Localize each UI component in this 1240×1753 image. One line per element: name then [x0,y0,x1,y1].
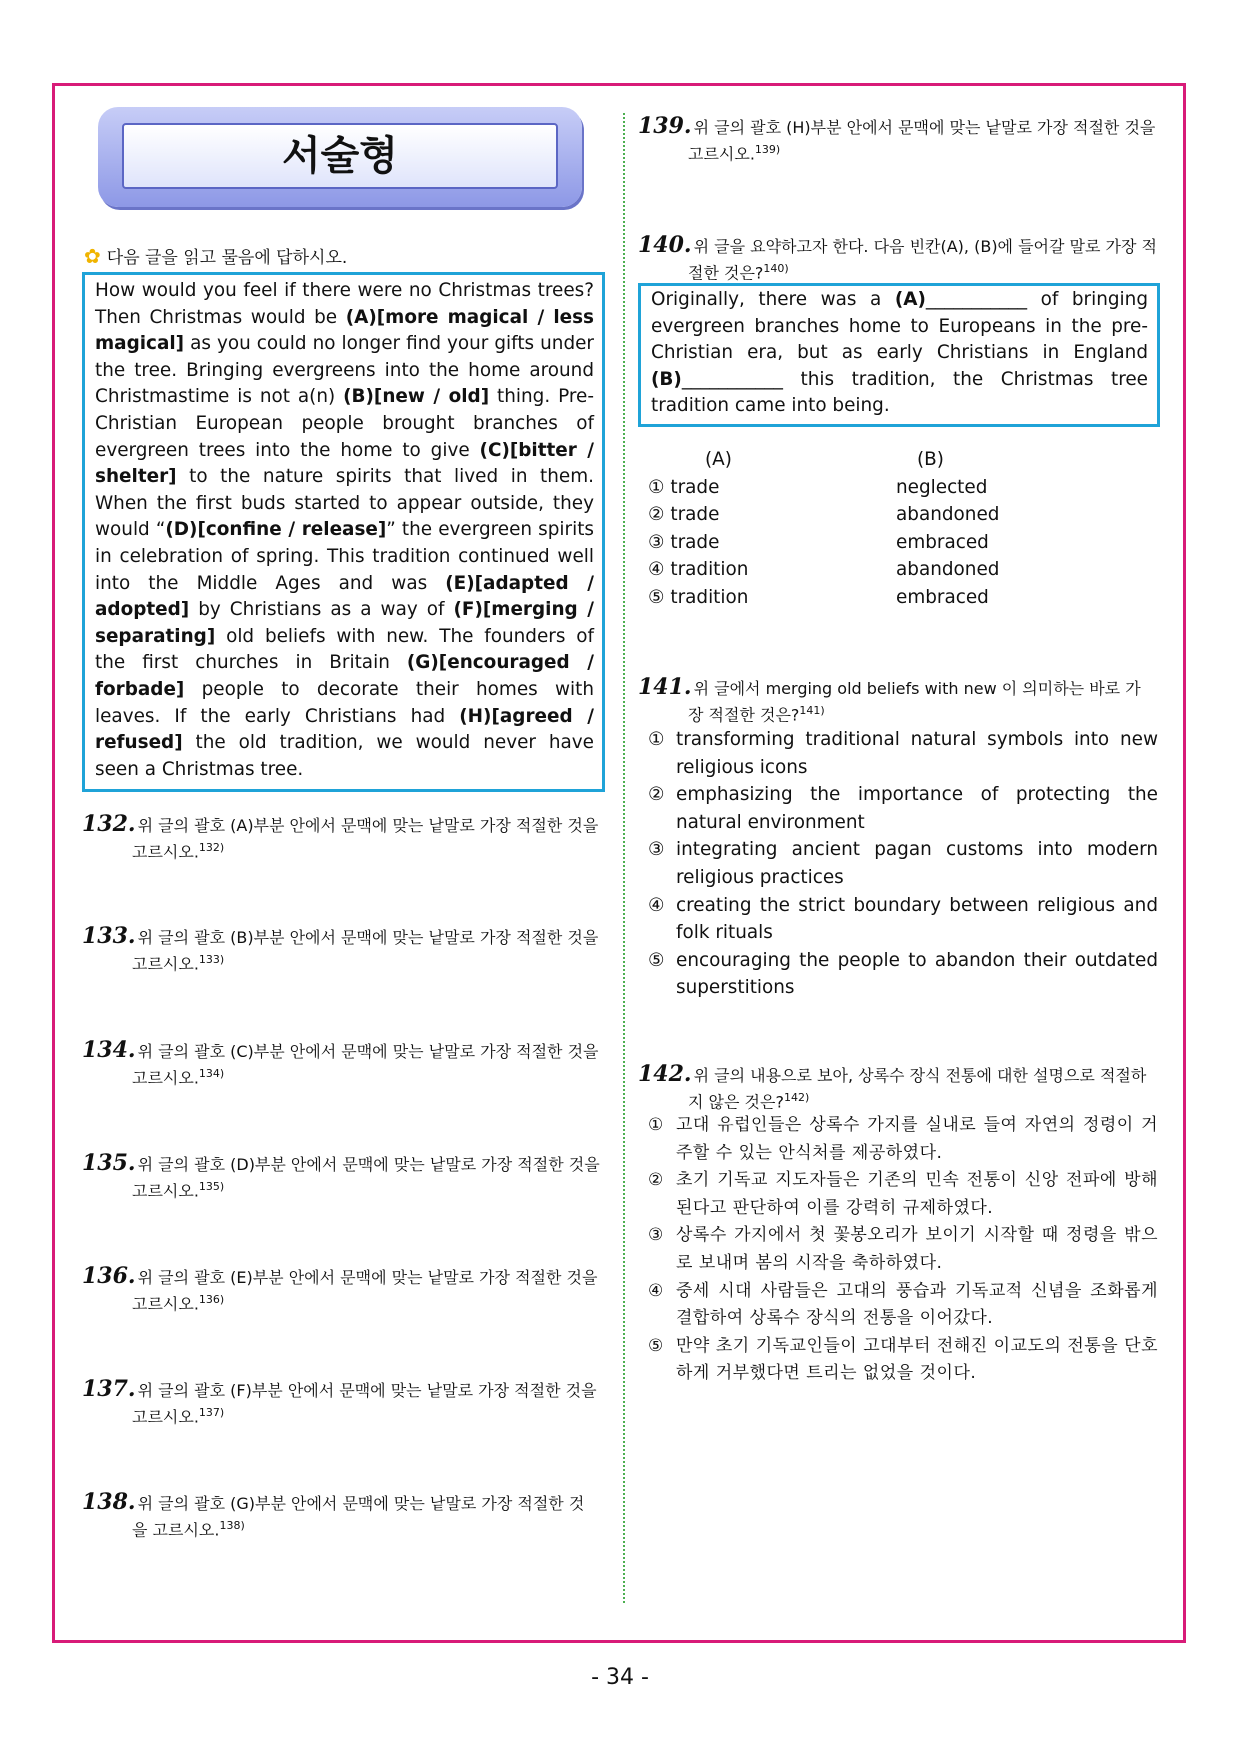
footnote-ref: 134) [198,1067,225,1080]
question-text: 위 글의 괄호 (F)부분 안에서 문맥에 맞는 낱말로 가장 적절한 것을 [137,1381,597,1400]
passage-blank: (A)[more magical / less magical] [95,306,594,355]
question-text-cont: 고르시오. [132,954,199,974]
option-a-text: tradition [670,586,749,608]
list-item [648,726,1158,781]
question-141 [638,676,1158,726]
option-a [648,501,719,529]
question-text: 위 글의 괄호 (D)부분 안에서 문맥에 맞는 낱말로 가장 적절한 것을 [137,1155,600,1174]
column-divider [623,113,625,1603]
footnote-ref: 132) [198,841,225,854]
question-text-cont: 고르시오. [132,1294,199,1314]
option-a-text: trade [670,476,720,498]
footnote-ref: 142) [783,1091,810,1104]
footnote-ref: 139) [754,143,781,156]
option-a [648,529,719,557]
question-text: 위 글의 괄호 (G)부분 안에서 문맥에 맞는 낱말로 가장 적절한 것 [137,1494,585,1513]
question-text-cont: 고르시오. [132,1068,199,1088]
footnote-ref: 140) [763,262,789,275]
footnote-ref: 138) [219,1519,245,1532]
question-text: 위 글의 내용으로 보아, 상록수 장식 전통에 대한 설명으로 적절하 [693,1066,1147,1085]
option-a-text: tradition [670,559,749,581]
table-row [648,556,1128,584]
section-title-banner [98,107,582,207]
question-number: 132. [82,811,136,837]
question-number: 139. [638,113,692,139]
passage-text: the old tradition, we would never have seen a Christmas tree. [95,732,594,780]
option-text: 상록수 가지에서 첫 꽃봉오리가 보이기 시작할 때 정령을 밖으로 보내며 봄의 시작을 축하하였다. [676,1225,1158,1273]
list-item [648,1222,1158,1277]
section-title: 서술형 [122,123,558,189]
footnote-ref: 133) [198,953,225,966]
table-row [648,584,1128,612]
option-marker: ⑤ [648,586,665,608]
instruction [84,243,347,268]
list-item [648,1333,1158,1388]
passage-blank: (F)[merging / separating] [95,599,594,647]
question-133 [82,925,605,975]
reading-passage [82,272,605,792]
option-marker: ① [648,476,665,498]
option-marker: ② [648,784,665,806]
question-number: 142. [638,1061,692,1087]
question-number: 138. [82,1489,136,1515]
option-a [648,584,748,612]
question-138 [82,1491,605,1541]
option-text: 초기 기독교 지도자들은 기존의 민속 전통이 신앙 전파에 방해된다고 판단하여 이를 강력히 규제하였다. [676,1170,1158,1218]
list-item [648,836,1158,891]
question-134 [82,1039,605,1089]
option-marker: ③ [648,839,665,861]
flower-icon: ✿ [84,244,101,268]
options-141 [648,726,1158,1002]
option-text: transforming traditional natural symbols into new religious icons [676,729,1158,778]
list-item [648,1167,1158,1222]
question-text: 위 글의 괄호 (C)부분 안에서 문맥에 맞는 낱말로 가장 적절한 것을 [137,1042,599,1061]
summary-text: Originally, there was a [651,289,895,310]
question-number: 140. [638,232,692,258]
option-b-text: abandoned [896,504,1000,526]
passage-text: to the nature spirits that lived in them. When the first buds started to appear outside, they would “ [95,466,594,541]
option-marker: ② [648,504,665,526]
table-row [648,501,1128,529]
option-text: 만약 초기 기독교인들이 고대부터 전해진 이교도의 전통을 단호하게 거부했다면 트리는 없었을 것이다. [676,1335,1158,1384]
option-marker: ⑤ [648,949,665,971]
footnote-ref: 136) [198,1293,225,1306]
summary-blank: (A) [894,289,926,310]
option-text: integrating ancient pagan customs into modern religious practices [676,839,1158,888]
question-text-cont: 지 않은 것은? [688,1092,784,1112]
instruction-text: 다음 글을 읽고 물음에 답하시오. [106,248,348,268]
summary-text: ___________ this tradition, the Christmas tree tradition came into being. [651,368,1148,417]
question-text-cont: 절한 것은? [688,263,764,283]
passage-text: thing. Pre-Christian European people brought branches of evergreen trees into the home to give [95,386,595,461]
question-number: 141. [638,674,692,700]
question-text-cont: 고르시오. [132,1407,199,1427]
question-number: 136. [82,1263,136,1289]
option-a-text: trade [670,504,720,526]
question-132 [82,813,605,863]
table-row [648,474,1128,502]
table-header [648,446,1128,474]
list-item [648,892,1158,947]
question-text: 위 글을 요약하고자 한다. 다음 빈칸(A), (B)에 들어갈 말로 가장 적 [693,237,1158,256]
question-text-cont: 고르시오. [132,842,199,862]
option-marker: ④ [648,559,665,581]
question-136 [82,1265,605,1315]
header-a: (A) [705,449,732,470]
option-text: 고대 유럽인들은 상록수 가지를 실내로 들여 자연의 정령이 거주할 수 있는 안식처를 제공하였다. [676,1115,1158,1163]
question-142 [638,1063,1158,1113]
passage-text: old beliefs with new. The founders of the first churches in Britain [95,625,594,674]
summary-blank: (B) [651,368,682,390]
passage-text: as you could no longer find your gifts under the tree. Bringing evergreens into the home around Christmastime is not a(n) [95,333,594,408]
question-text: 위 글의 괄호 (H)부분 안에서 문맥에 맞는 낱말로 가장 적절한 것을 [693,118,1156,137]
option-marker: ③ [648,1225,664,1246]
question-text: 위 글의 괄호 (E)부분 안에서 문맥에 맞는 낱말로 가장 적절한 것을 [137,1268,598,1287]
passage-blank: (E)[adapted / adopted] [95,572,594,621]
passage-text: ” the evergreen spirits in celebration of spring. This tradition continued well into the Middle Ages and was [95,519,594,594]
question-137 [82,1378,605,1428]
option-text: 중세 시대 사람들은 고대의 풍습과 기독교적 신념을 조화롭게 결합하여 상록수 장식의 전통을 이어갔다. [676,1280,1158,1329]
list-item [648,1278,1158,1333]
footnote-ref: 135) [198,1180,225,1193]
question-number: 135. [82,1150,136,1176]
option-text: creating the strict boundary between religious and folk rituals [676,894,1158,944]
option-marker: ② [648,1170,664,1191]
options-142 [648,1112,1158,1388]
option-marker: ① [648,1115,664,1135]
question-text: 위 글에서 merging old beliefs with new 이 의미하는 바로 가 [693,679,1141,698]
passage-text: How would you feel if there were no Christmas trees? Then Christmas would be [95,280,594,328]
option-text: encouraging the people to abandon their outdated superstitions [676,949,1158,999]
question-139 [638,115,1158,165]
option-marker: ① [648,729,665,750]
option-b-text: embraced [896,586,989,608]
footnote-ref: 141) [799,704,825,717]
footnote-ref: 137) [198,1406,225,1419]
question-text: 위 글의 괄호 (A)부분 안에서 문맥에 맞는 낱말로 가장 적절한 것을 [137,816,599,835]
summary-text: ___________ of bringing evergreen branches home to Europeans in the pre-Christian era, but as early Christians in England [651,289,1148,364]
option-a-text: trade [670,531,720,553]
list-item [648,1112,1158,1167]
question-text-cont: 장 적절한 것은? [688,705,800,725]
list-item [648,781,1158,836]
question-135 [82,1152,605,1202]
option-marker: ④ [648,894,665,916]
passage-text: by Christians as a way of [189,599,454,621]
question-text-cont: 고르시오. [132,1181,199,1201]
passage-blank: (C)[bitter / shelter] [95,439,594,488]
option-a [648,474,719,502]
option-b-text: embraced [896,531,989,553]
question-number: 134. [82,1037,136,1063]
list-item [648,947,1158,1002]
answer-table-140 [648,446,1128,612]
passage-blank: (G)[encouraged / forbade] [95,652,595,700]
option-text: emphasizing the importance of protecting the natural environment [676,784,1158,833]
option-marker: ④ [648,1280,664,1301]
header-b: (B) [917,449,944,470]
table-row [648,529,1128,557]
question-number: 137. [82,1376,136,1402]
question-text-cont: 을 고르시오. [132,1520,220,1540]
page-number: - 34 - [591,1665,649,1690]
passage-text: people to decorate their homes with leaves. If the early Christians had [95,678,594,727]
question-text: 위 글의 괄호 (B)부분 안에서 문맥에 맞는 낱말로 가장 적절한 것을 [137,928,599,947]
passage-blank: (H)[agreed / refused] [95,705,594,754]
option-b-text: abandoned [896,559,1000,581]
question-text-cont: 고르시오. [688,144,755,164]
option-marker: ③ [648,531,665,553]
question-140 [638,234,1158,284]
option-b-text: neglected [896,476,988,498]
passage-blank: (D)[confine / release] [165,519,387,541]
option-a [648,556,748,584]
summary-box [638,283,1160,427]
question-number: 133. [82,923,136,949]
option-marker: ⑤ [648,1335,664,1356]
passage-blank: (B)[new / old] [343,386,490,408]
